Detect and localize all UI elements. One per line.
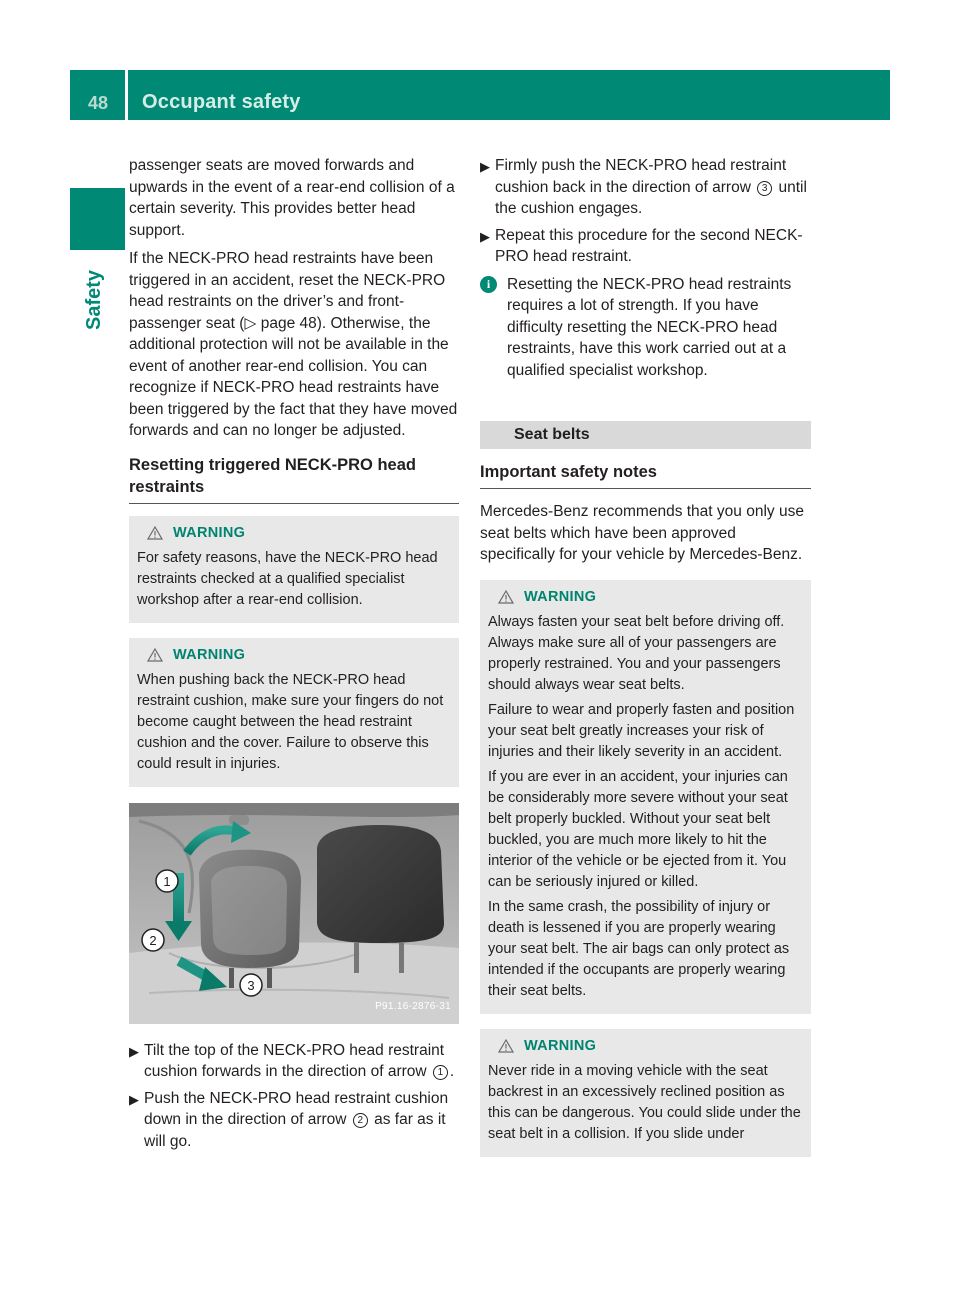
step-2 <box>129 1088 459 1153</box>
section-bar-seat-belts: Seat belts <box>480 421 811 449</box>
head-restraint-illustration <box>129 803 459 1024</box>
step-arrow-icon: ▶ <box>129 1091 139 1107</box>
warning-box-1 <box>129 516 459 623</box>
warning-box-4 <box>480 1029 811 1157</box>
warning-triangle-icon <box>498 1039 514 1053</box>
figure-code: P91.16-2876-31 <box>375 1001 451 1012</box>
warning-triangle-icon <box>498 590 514 604</box>
callout-1 <box>156 870 178 892</box>
callout-2 <box>142 929 164 951</box>
arrow-1-marker: 1 <box>433 1065 448 1080</box>
page-reference-link[interactable]: page 48 <box>260 314 317 332</box>
step-1 <box>129 1040 459 1083</box>
step-arrow-icon: ▶ <box>480 228 490 244</box>
reset-text-start: If the NECK-PRO head restraints have been triggered in an accident, reset the NECK-PRO head restraints on the driver’s and front-passenger seat ( <box>129 250 446 332</box>
warning-box-3 <box>480 580 811 1014</box>
callout-3 <box>240 974 262 996</box>
intro-paragraph: passenger seats are moved forwards and upwards in the event of a rear-end collision of a certain severity. This provides better head support. <box>129 157 455 239</box>
section-heading-important-notes: Important safety notes <box>480 461 811 489</box>
warning-text: Never ride in a moving vehicle with the seat backrest in an excessively reclined position as this can be dangerous. You could slide under the seat belt in a collision. If you slide under <box>488 1062 801 1142</box>
side-tab-marker <box>70 188 125 250</box>
svg-text:3: 3 <box>247 977 255 993</box>
svg-text:2: 2 <box>149 932 157 948</box>
step-text: Push the NECK-PRO head restraint cushion down in the direction of arrow 2 as far as it will go. <box>144 1089 449 1150</box>
chapter-title-bar <box>128 70 890 120</box>
step-3 <box>480 155 811 220</box>
warning-text: In the same crash, the possibility of injury or death is lessened if you are properly wearing your seat belt. The air bags can only protect as intended if the occupants are properly wearing their seat belts. <box>488 898 790 999</box>
page-number-box <box>70 70 125 120</box>
warning-text: Always fasten your seat belt before driving off. Always make sure all of your passengers are properly restrained. You and your passengers should always wear seat belts. <box>488 613 785 693</box>
warning-text: Failure to wear and properly fasten and position your seat belt greatly increases your risk of injuries and their likely severity in an accident. <box>488 701 795 760</box>
warning-title: WARNING <box>524 1037 597 1054</box>
section-heading-resetting: Resetting triggered NECK-PRO head restraints <box>129 454 459 504</box>
svg-text:1: 1 <box>163 873 171 889</box>
step-text: Repeat this procedure for the second NECK-PRO head restraint. <box>495 226 803 265</box>
arrow-2-marker: 2 <box>353 1113 368 1128</box>
step-text: Firmly push the NECK-PRO head restraint cushion back in the direction of arrow 3 until the cushion engages. <box>495 157 807 217</box>
reset-paragraph <box>129 248 459 442</box>
side-section-label: Safety <box>83 269 105 330</box>
warning-title: WARNING <box>524 588 597 605</box>
info-note <box>480 274 811 382</box>
chapter-title: Occupant safety <box>142 91 301 113</box>
page-number: 48 <box>88 93 109 113</box>
step-arrow-icon: ▶ <box>129 1043 139 1059</box>
step-arrow-icon: ▶ <box>480 159 490 174</box>
page-ref-arrow-icon: ▷ <box>244 314 257 332</box>
reset-text-end: ). Otherwise, the additional protection will not be available in the event of another rear-end collision. You can recognize if NECK-PRO head restraints have been triggered by the fact that they have moved forwards and can no longer be adjusted. <box>129 314 458 439</box>
arrow-3-marker: 3 <box>757 181 772 196</box>
warning-title: WARNING <box>173 646 246 663</box>
warning-triangle-icon <box>147 648 163 662</box>
step-text: Tilt the top of the NECK-PRO head restraint cushion forwards in the direction of arrow 1 . <box>144 1041 455 1080</box>
warning-triangle-icon <box>147 526 163 540</box>
warning-box-2 <box>129 638 459 787</box>
page-header <box>70 70 890 120</box>
head-restraint-figure <box>129 803 459 1024</box>
warning-text: If you are ever in an accident, your injuries can be considerably more severe without your seat belt properly buckled. Without your seat belt buckled, you are much more likely to hit the interior of the vehicle or be ejected from it. You can be seriously injured or killed. <box>488 768 788 890</box>
right-column <box>480 155 811 1172</box>
left-column <box>129 155 459 1157</box>
warning-title: WARNING <box>173 524 246 541</box>
warning-text: When pushing back the NECK-PRO head restraint cushion, make sure your fingers do not become caught between the head restraint cushion and the cover. Failure to observe this could result in injuries. <box>137 671 444 772</box>
step-4 <box>480 225 811 268</box>
info-icon: i <box>480 276 497 293</box>
warning-text: For safety reasons, have the NECK-PRO head restraints checked at a qualified specialist workshop after a rear-end collision. <box>137 549 438 608</box>
seat-belt-intro: Mercedes-Benz recommends that you only use seat belts which have been approved specifically for your vehicle by Mercedes-Benz. <box>480 503 804 563</box>
info-text: Resetting the NECK-PRO head restraints requires a lot of strength. If you have difficulty resetting the NECK-PRO head restraints, have this work carried out at a qualified specialist workshop. <box>507 275 792 379</box>
